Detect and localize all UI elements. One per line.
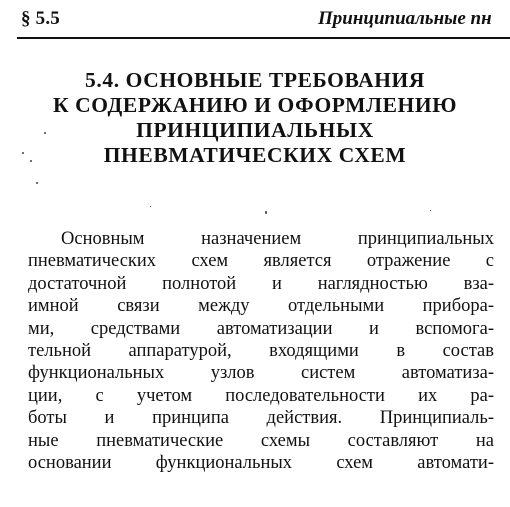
running-header [0,0,510,40]
body-paragraph [28,228,494,474]
scan-speck [44,132,46,134]
scan-speck [30,160,32,162]
body-line: ные пневматические схемы составляют на [28,430,494,451]
body-line: ми, средствами автоматизации и вспомога- [28,318,494,339]
heading-line-4: ПНЕВМАТИЧЕСКИХ СХЕМ [103,143,407,167]
heading-line-2: К СОДЕРЖАНИЮ И ОФОРМЛЕНИЮ [52,93,458,117]
body-line: имной связи между отдельными прибора- [28,296,494,317]
scan-speck [22,152,24,154]
body-line: основании функциональных схем автомати- [28,452,494,473]
body-line: тельной аппаратурой, входящими в состав [28,340,494,361]
scan-speck [430,210,431,211]
section-heading [0,68,510,168]
body-line: пневматических схем является отражение с [28,251,494,272]
body-line: боты и принципа действия. Принципиаль- [28,408,494,429]
heading-line-1: 5.4. ОСНОВНЫЕ ТРЕБОВАНИЯ [85,68,425,92]
section-number: § 5.5 [21,8,60,29]
heading-line-3: ПРИНЦИПИАЛЬНЫХ [136,118,374,142]
scan-speck [36,182,38,184]
scan-speck [150,206,151,207]
running-title: Принципиальные пн [318,8,492,29]
body-line: функциональных узлов систем автоматиза- [28,363,494,384]
scan-speck [265,211,267,214]
header-rule [17,37,510,39]
body-line: достаточной полнотой и наглядностью вза- [28,273,494,294]
body-line: Основным назначением принципиальных [61,229,494,249]
body-line: ции, с учетом последовательности их ра- [28,385,494,406]
